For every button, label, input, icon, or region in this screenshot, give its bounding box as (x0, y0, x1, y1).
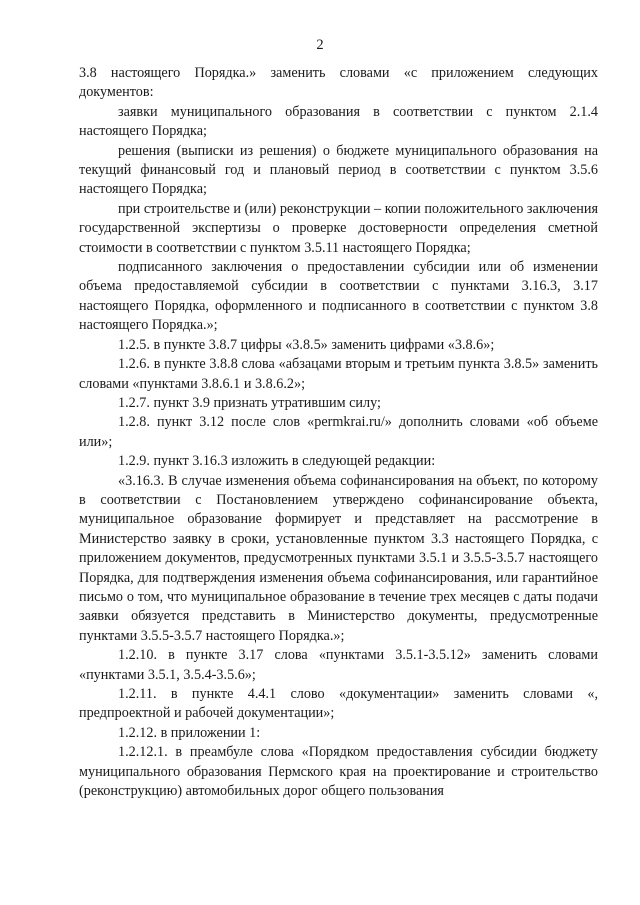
paragraph-1-2-8: 1.2.8. пункт 3.12 после слов «permkrai.ru/» дополнить словами «об объеме или»; (79, 414, 598, 450)
document-body (79, 64, 598, 801)
paragraph-1-2-12: 1.2.12. в приложении 1: (118, 724, 261, 741)
paragraph-budget-decision: решения (выписки из решения) о бюджете муниципального образования на текущий финансовый год и плановый период в соответствии с пунктом 3.5.6 настоящего Порядка; (79, 142, 598, 198)
paragraph-continuation: 3.8 настоящего Порядка.» заменить словами «с приложением следующих документов: (79, 65, 598, 101)
paragraph-1-2-9: 1.2.9. пункт 3.16.3 изложить в следующей редакции: (118, 453, 436, 470)
paragraph-1-2-7: 1.2.7. пункт 3.9 признать утратившим силу; (118, 394, 381, 411)
paragraph-1-2-10: 1.2.10. в пункте 3.17 слова «пунктами 3.5.1-3.5.12» заменить словами «пунктами 3.5.1, 3.5.4-3.5.6»; (79, 647, 598, 683)
paragraph-subsidy-conclusion: подписанного заключения о предоставлении субсидии или об изменении объема предоставляемой субсидии в соответствии с пунктами 3.16.3, 3.17 настоящего Порядка, оформленного и подписанного в соответствии с пунктом 3.8 настоящего Порядка.»; (79, 259, 598, 334)
paragraph-application: заявки муниципального образования в соответствии с пунктом 2.1.4 настоящего Порядка; (79, 103, 598, 140)
paragraph-1-2-5: 1.2.5. в пункте 3.8.7 цифры «3.8.5» заменить цифрами «3.8.6»; (118, 336, 495, 353)
paragraph-1-2-11: 1.2.11. в пункте 4.4.1 слово «документации» заменить словами «, предпроектной и рабочей документации»; (79, 686, 598, 722)
paragraph-expertise: при строительстве и (или) реконструкции – копии положительного заключения государственной экспертизы о проверке достоверности определения сметной стоимости в соответствии с пунктом 3.5.11 настоящего Порядка; (79, 200, 598, 256)
page-number: 2 (316, 37, 324, 53)
paragraph-3-16-3: «3.16.3. В случае изменения объема софинансирования на объект, по которому в соответствии с Постановлением утверждено софинансирование объекта, муниципальное образование формирует и представляет на рассмотрение в Министерство заявку в сроки, установленные пунктом 3.3 настоящего Порядка, с приложением документов, предусмотренных пунктами 3.5.1 и 3.5.5-3.5.7 настоящего Порядка, для подтверждения изменения объема софинансирования, или гарантийное письмо о том, что муниципальное образование в течение трех месяцев с даты подачи заявки обязуется представить в Министерство документы, предусмотренные пунктами 3.5.5-3.5.7 настоящего Порядка.»; (79, 472, 598, 644)
paragraph-1-2-12-1: 1.2.12.1. в преамбуле слова «Порядком предоставления субсидии бюджету муниципального образования Пермского края на проектирование и строительство (реконструкцию) автомобильных дорог общего пользования (79, 744, 598, 800)
paragraph-1-2-6: 1.2.6. в пункте 3.8.8 слова «абзацами вторым и третьим пункта 3.8.5» заменить словами «пунктами 3.8.6.1 и 3.8.6.2»; (79, 356, 598, 392)
